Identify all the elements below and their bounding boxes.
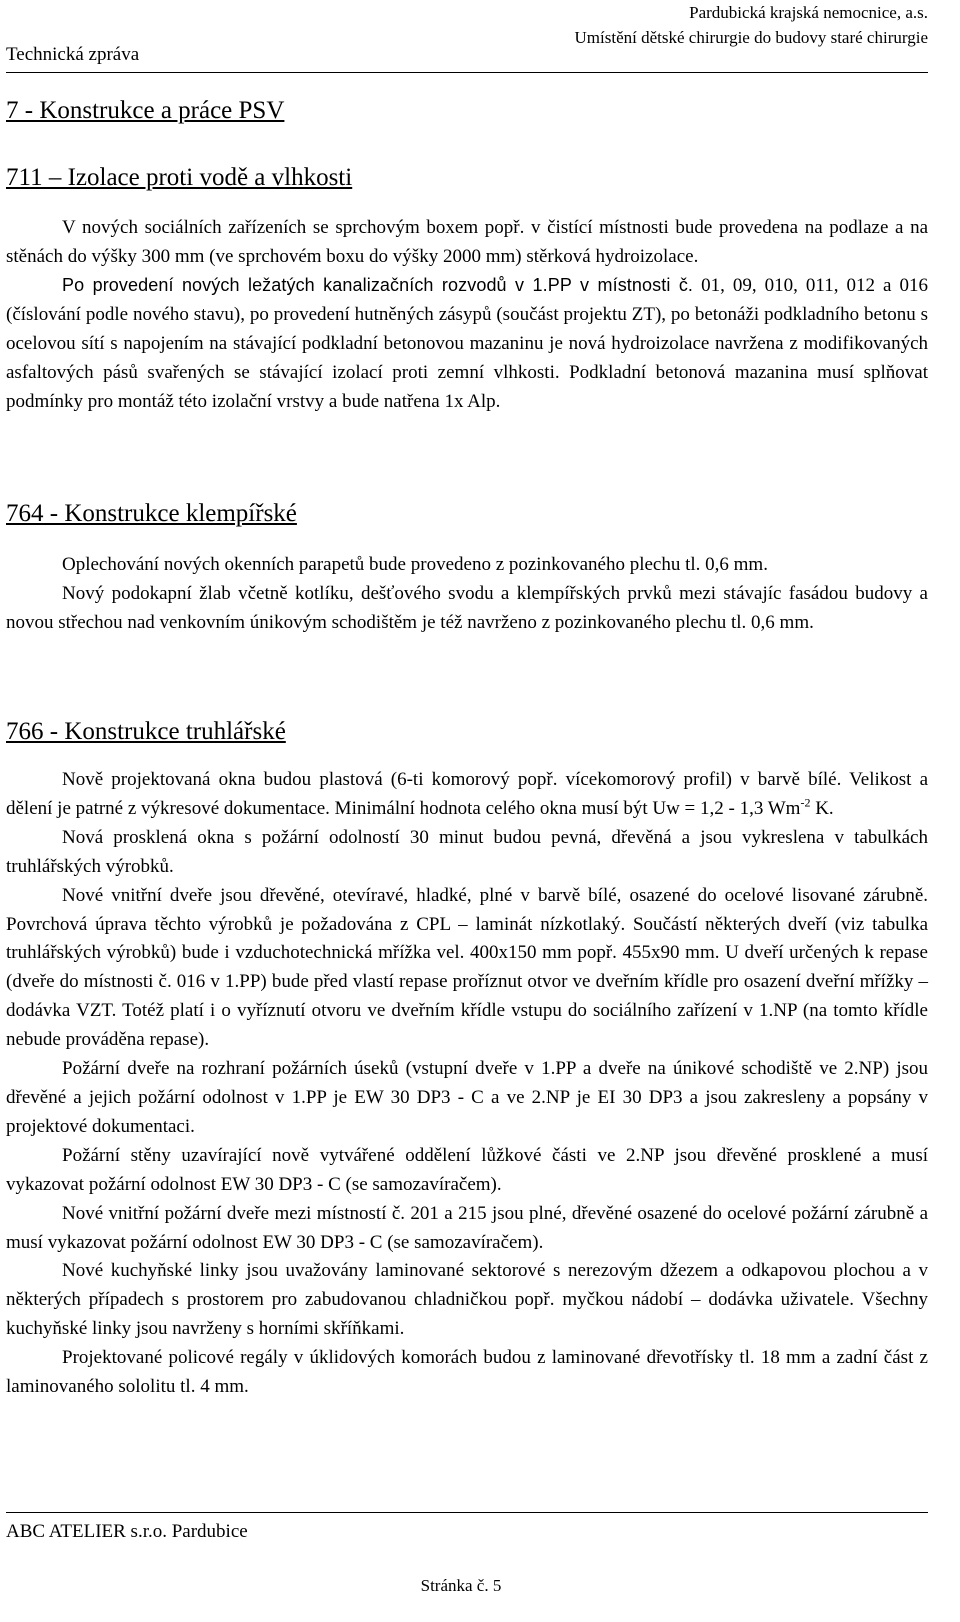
chapter-title: 7 - Konstrukce a práce PSV	[6, 97, 285, 124]
superscript: -2	[800, 795, 811, 810]
paragraph: Nové kuchyňské linky jsou uvažovány laminované sektorové s nerezovým džezem a odkapovou plochou a v některých případech s prostorem pro zabudovanou chladničkou popř. myčkou nádobí – dodávka uživatele. Všechny kuchyňské linky jsou navrženy s horními skříňkami.	[6, 1260, 928, 1340]
section-title-766: 766 - Konstrukce truhlářské	[6, 718, 286, 745]
paragraph: Nové vnitřní dveře jsou dřevěné, otevíravé, hladké, plné v barvě bílé, osazené do ocelové lisované zárubně. Povrchová úprava těchto výrobků je požadována z CPL – laminát nízkotlaký. Součástí některých dveří (viz tabulka truhlářských výrobků) bude i vzduchotechnická mřížka vel. 400x150 mm popř. 455x90 mm. U dveří určených k repase (dveře do místnosti č. 016 v 1.PP) bude před vlastí repase proříznut otvor ve dveřním křídle pro osazení dveřní mřížky – dodávka VZT. Totéž platí i o vyříznutí otvoru ve dveřním křídle vstupu do sociálního zařízení v 1.NP (na tomto křídle nebude prováděna repase).	[6, 884, 928, 1051]
section-711-body	[6, 213, 928, 416]
paragraph: Nové vnitřní požární dveře mezi místností č. 201 a 215 jsou plné, dřevěné osazené do ocelové požární zárubně a musí vykazovat požární odolnost EW 30 DP3 - C (se samozavíračem).	[6, 1202, 928, 1253]
paragraph-sans-part: Po provedení nových ležatých kanalizačních rozvodů v 1.PP v místnosti č.	[62, 275, 694, 295]
paragraph-text: Nově projektovaná okna budou plastová (6-ti komorový popř. vícekomorový profil) v barvě bílé. Velikost a dělení je patrné z výkresové dokumentace. Minimální hodnota celého okna musí být Uw = 1,2 - 1,3 Wm	[6, 769, 928, 819]
section-title-711: 711 – Izolace proti vodě a vlhkosti	[6, 164, 353, 191]
paragraph-text-end: K.	[810, 797, 834, 819]
header-doc-type: Technická zpráva	[6, 44, 140, 65]
footer-company: ABC ATELIER s.r.o. Pardubice	[6, 1521, 248, 1542]
paragraph: Nový podokapní žlab včetně kotlíku, dešťového svodu a klempířských prvků mezi stávajíc fasádou budovy a novou střechou nad venkovním únikovým schodištěm je též navrženo z pozinkovaného plechu tl. 0,6 mm.	[6, 583, 928, 633]
section-766-body	[6, 766, 928, 1402]
paragraph: Nová prosklená okna s požární odolností 30 minut budou pevná, dřevěná a jsou vykreslena v tabulkách truhlářských výrobků.	[6, 826, 928, 877]
paragraph: Požární stěny uzavírající nově vytvářené oddělení lůžkové části ve 2.NP jsou dřevěné prosklené a musí vykazovat požární odolnost EW 30 DP3 - C (se samozavíračem).	[6, 1144, 928, 1195]
section-title-764: 764 - Konstrukce klempířské	[6, 500, 297, 527]
page-footer	[6, 1512, 928, 1542]
section-764-body	[6, 550, 928, 637]
header-client: Pardubická krajská nemocnice, a.s.	[689, 3, 928, 22]
header-project-title: Umístění dětské chirurgie do budovy staré chirurgie	[574, 28, 928, 47]
page-number: Stránka č. 5	[420, 1576, 502, 1595]
paragraph-serif-part: 01, 09, 010, 011, 012 a 016 (číslování podle nového stavu), po provedení hutněných zásypů (součást projektu ZT), po betonáži podkladního betonu s ocelovou sítí s napojením na stávající podkladní betonovou mazaninu je nová hydroizolace navržena z modifikovaných asfaltových pásů svařených se stávající izolací proti zemní vlhkosti. Podkladní betonová mazanina musí splňovat podmínky pro montáž této izolační vrstvy a bude natřena 1x Alp.	[6, 275, 929, 412]
paragraph: Projektované policové regály v úklidových komorách budou z laminované dřevotřísky tl. 18 mm a zadní část z laminovaného sololitu tl. 4 mm.	[6, 1347, 928, 1398]
paragraph: Požární dveře na rozhraní požárních úseků (vstupní dveře v 1.PP a dveře na únikové schodiště ve 2.NP) jsou dřevěné a jejich požární odolnost v 1.PP je EW 30 DP3 - C a ve 2.NP je EI 30 DP3 a jsou zakresleny a popsány v projektové dokumentaci.	[6, 1058, 928, 1137]
paragraph	[6, 271, 928, 416]
header-project	[575, 0, 928, 50]
paragraph: Oplechování nových okenních parapetů bude provedeno z pozinkovaného plechu tl. 0,6 mm.	[62, 554, 768, 575]
paragraph	[6, 766, 928, 824]
paragraph: V nových sociálních zařízeních se sprchovým boxem popř. v čistící místnosti bude provedena na podlaze a na stěnách do výšky 300 mm (ve sprchovém boxu do výšky 2000 mm) stěrková hydroizolace.	[6, 217, 928, 267]
page-header	[6, 0, 928, 73]
